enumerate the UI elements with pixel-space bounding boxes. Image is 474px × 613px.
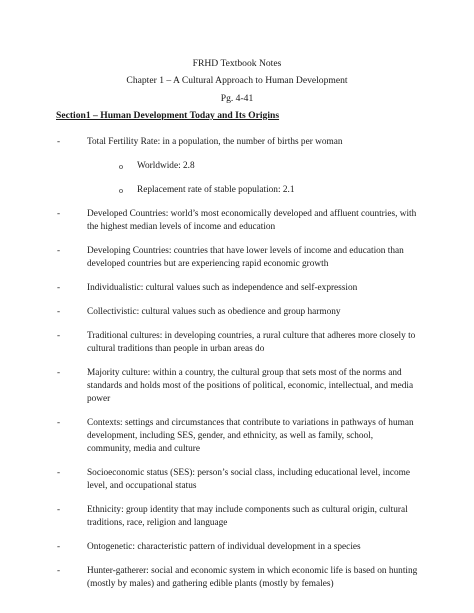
list-item (56, 541, 418, 554)
list-item-body (87, 245, 418, 271)
circle-bullet-icon: o (119, 186, 123, 195)
list-item (56, 417, 418, 456)
list-item-body (87, 282, 418, 295)
list-item-body (87, 504, 418, 530)
list-item (56, 367, 418, 406)
list-item-text: Individualistic: cultural values such as independence and self-expression (87, 283, 358, 293)
dash-marker: - (57, 468, 61, 478)
list-item-text: Developed Countries: world’s most economically developed and affluent countries, with the highest median levels of income and education (87, 209, 417, 232)
section-heading: Section1 – Human Development Today and Its Origins (56, 110, 280, 121)
list-item (56, 306, 418, 319)
list-item (56, 565, 418, 591)
chapter-title: Chapter 1 – A Cultural Approach to Human Development (126, 75, 348, 86)
list-item-text: Majority culture: within a country, the cultural group that sets most of the norms and standards and holds most of the positions of political, economic, intellectual, and media power (87, 368, 414, 404)
list-item-body (87, 565, 418, 591)
sub-list-item (87, 184, 418, 197)
list-item-text: Ontogenetic: characteristic pattern of individual development in a species (87, 542, 361, 552)
list-item (56, 282, 418, 295)
notes-list (56, 136, 418, 602)
list-item-text: Developing Countries: countries that have lower levels of income and education than developed countries but are experiencing rapid economic growth (87, 246, 404, 269)
list-item-text: Contexts: settings and circumstances that contribute to variations in pathways of human development, including SES, gender, and ethnicity, as well as family, school, community, media and culture (87, 418, 414, 454)
dash-marker: - (57, 368, 61, 378)
list-item (56, 208, 418, 234)
sub-list-item-text: Replacement rate of stable population: 2.1 (137, 185, 295, 195)
page-range: Pg. 4-41 (220, 93, 254, 104)
dash-marker: - (57, 246, 61, 256)
list-item-body (87, 208, 418, 234)
sub-list (87, 160, 418, 197)
list-item-text: Collectivistic: cultural values such as obedience and group harmony (87, 307, 341, 317)
dash-marker: - (57, 283, 61, 293)
list-item-body (87, 306, 418, 319)
list-item-text: Total Fertility Rate: in a population, the number of births per woman (87, 137, 343, 147)
circle-bullet-icon: o (119, 162, 123, 171)
list-item (56, 136, 418, 197)
sub-list-item (87, 160, 418, 173)
list-item (56, 330, 418, 356)
list-item-body (87, 417, 418, 456)
list-item-text: Socioeconomic status (SES): person’s social class, including educational level, income level, and occupational status (87, 468, 410, 491)
list-item-body (87, 367, 418, 406)
dash-marker: - (57, 307, 61, 317)
list-item-text: Hunter-gatherer: social and economic system in which economic life is based on hunting (mostly by males) and gathering edible plants (mostly by females) (87, 566, 418, 589)
list-item (56, 504, 418, 530)
dash-marker: - (57, 566, 61, 576)
list-item (56, 467, 418, 493)
list-item-body (87, 136, 418, 197)
list-item-body (87, 541, 418, 554)
course-title: FRHD Textbook Notes (192, 58, 282, 69)
dash-marker: - (57, 209, 61, 219)
list-item-text: Ethnicity: group identity that may include components such as cultural origin, cultural traditions, race, religion and language (87, 505, 408, 528)
list-item-body (87, 467, 418, 493)
dash-marker: - (57, 542, 61, 552)
dash-marker: - (57, 505, 61, 515)
list-item-text: Traditional cultures: in developing countries, a rural culture that adheres more closely to cultural traditions than people in urban areas do (87, 331, 416, 354)
list-item (56, 245, 418, 271)
dash-marker: - (57, 418, 61, 428)
sub-list-item-text: Worldwide: 2.8 (137, 161, 195, 171)
dash-marker: - (57, 137, 61, 147)
dash-marker: - (57, 331, 61, 341)
list-item-body (87, 330, 418, 356)
